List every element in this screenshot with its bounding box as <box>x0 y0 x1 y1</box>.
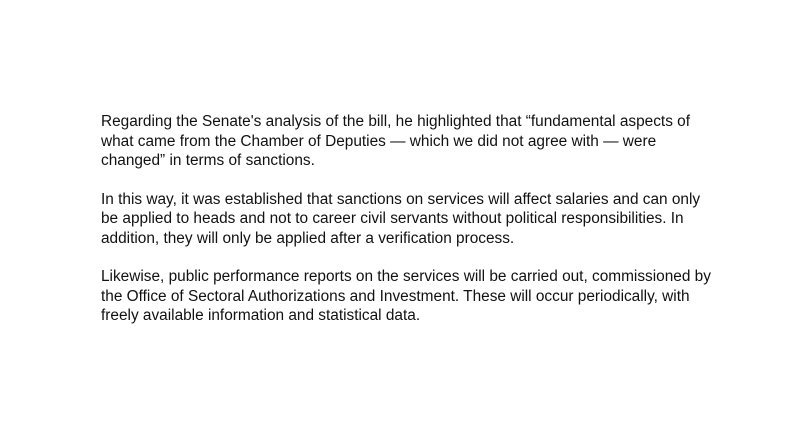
article-body <box>101 112 721 345</box>
paragraph-sanctions-rules: In this way, it was established that sanctions on services will affect salaries and can only be applied to heads and not to career civil servants without political responsibilities. In addition, they will only be applied after a verification process. <box>101 190 701 247</box>
paragraph-senate-analysis: Regarding the Senate's analysis of the bill, he highlighted that “fundamental aspects of what came from the Chamber of Deputies — which we did not agree with — were changed” in terms of sanctions. <box>101 113 691 169</box>
paragraph-performance-reports: Likewise, public performance reports on the services will be carried out, commissioned by the Office of Sectoral Authorizations and Investment. These will occur periodically, with freely available information and statistical data. <box>101 268 711 324</box>
